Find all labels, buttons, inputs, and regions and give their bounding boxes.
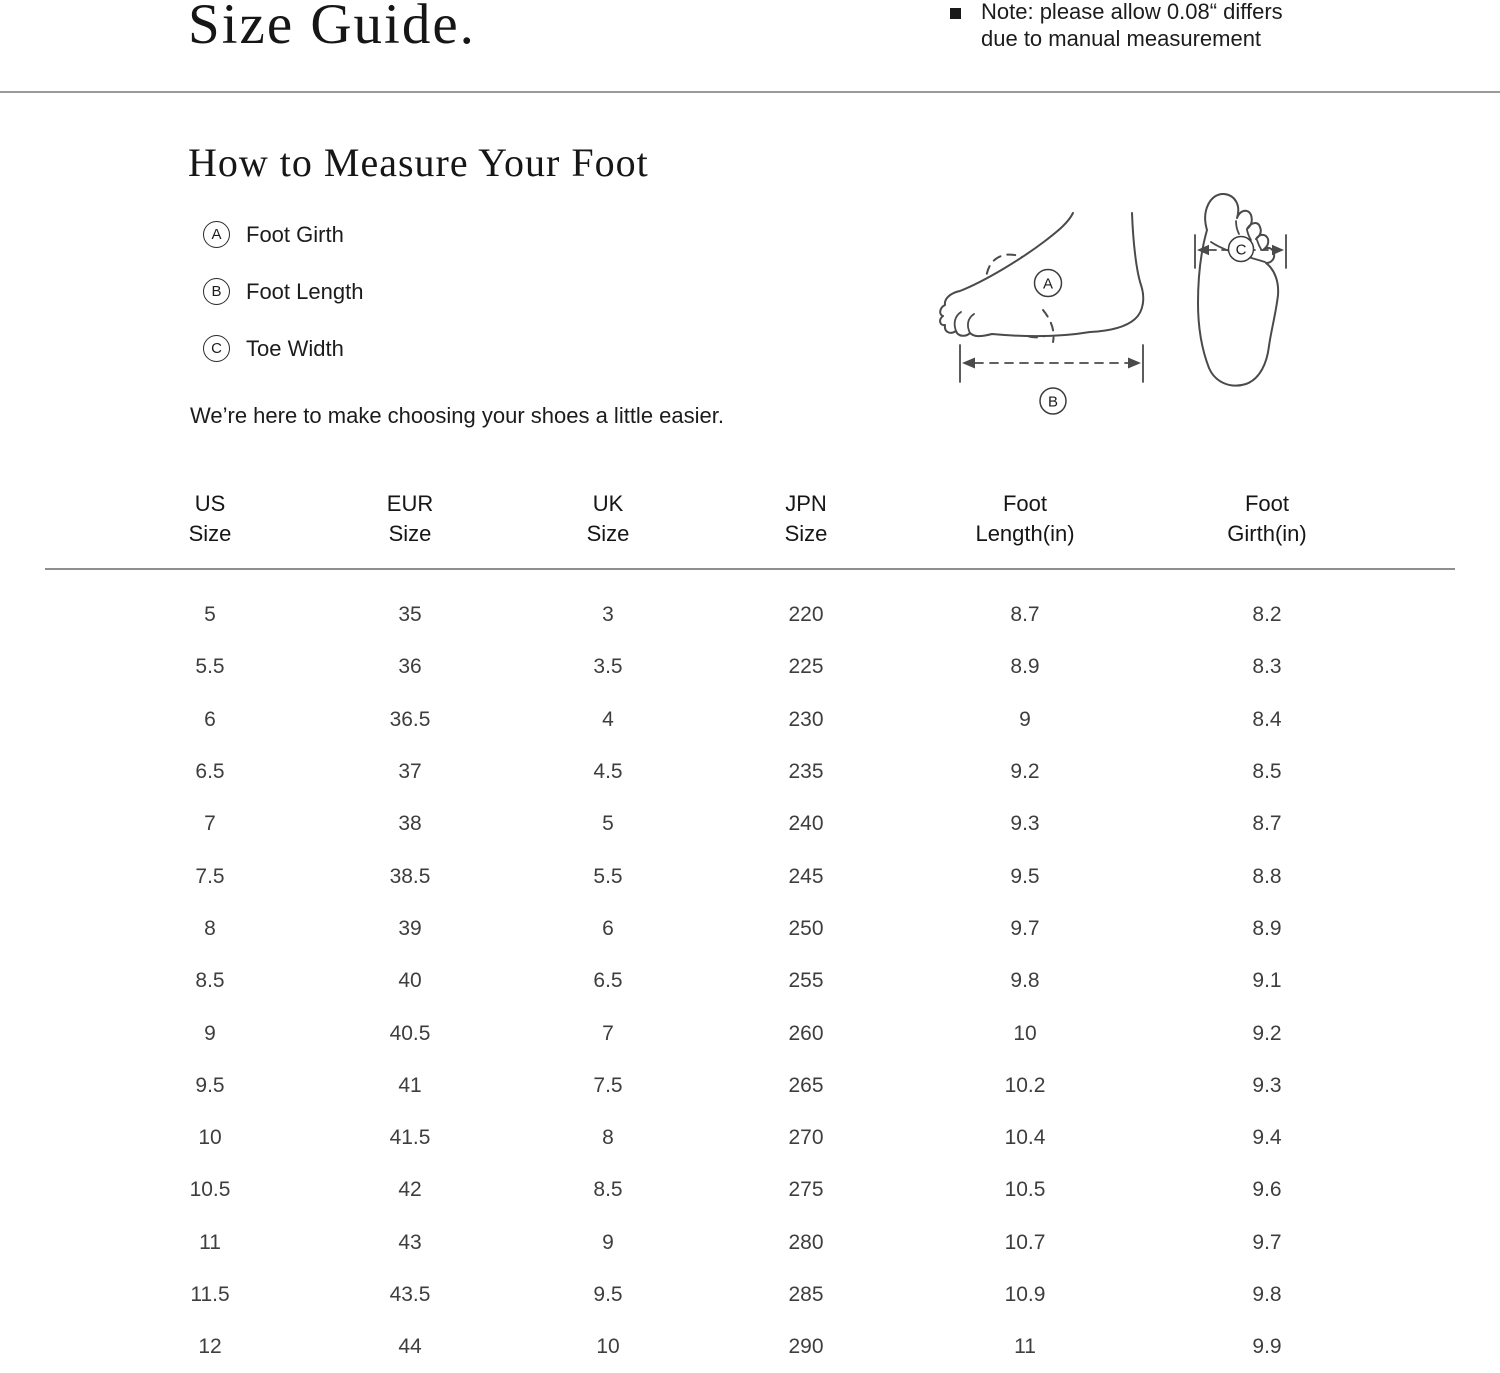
table-cell: 43.5: [389, 1283, 431, 1306]
table-cell: 3.5: [593, 655, 623, 679]
table-cell: 8.5: [1252, 760, 1282, 784]
table-cell: 6: [204, 707, 216, 731]
table-cell: 6.5: [593, 969, 623, 993]
column-header-line: EUR: [386, 491, 434, 516]
column-header-line: US: [194, 491, 226, 516]
table-cell: 275: [788, 1178, 824, 1202]
column-header-line: UK: [592, 491, 624, 516]
table-cell: 280: [788, 1230, 824, 1254]
table-cell: 8.7: [1010, 603, 1040, 627]
tagline: We’re here to make choosing your shoes a little easier.: [190, 403, 724, 428]
table-cell: 9.3: [1010, 812, 1040, 836]
table-cell: 5: [204, 603, 216, 627]
note-line: Note: please allow 0.08“ differs: [981, 0, 1283, 24]
table-cell: 9.6: [1252, 1178, 1282, 1202]
table-cell: 245: [788, 864, 824, 888]
table-cell: 44: [398, 1335, 422, 1359]
table-cell: 8.8: [1252, 864, 1282, 888]
table-body: [45, 570, 1455, 1373]
table-cell: 42: [398, 1178, 422, 1202]
table-cell: 10: [596, 1335, 620, 1359]
column-header: [1129, 489, 1405, 549]
table-row: [45, 1164, 1455, 1216]
table-cell: 9.5: [195, 1073, 225, 1097]
circled-letter-icon: A: [203, 221, 230, 248]
foot-length-measure: [960, 345, 1143, 414]
table-cell: 4.5: [593, 760, 623, 784]
table-cell: 9: [1019, 707, 1031, 731]
table-cell: 9.3: [1252, 1073, 1282, 1097]
table-row: [45, 850, 1455, 902]
table-cell: 11.5: [190, 1283, 230, 1306]
table-cell: 285: [788, 1283, 824, 1306]
table-row: [45, 903, 1455, 955]
table-cell: 9: [602, 1230, 614, 1254]
table-row: [45, 589, 1455, 641]
table-cell: 5: [602, 812, 614, 836]
header-divider: [0, 91, 1500, 93]
table-cell: 40.5: [389, 1021, 431, 1045]
table-cell: 12: [198, 1335, 222, 1359]
footprint-icon: [1198, 194, 1278, 386]
table-cell: 8.9: [1252, 916, 1282, 940]
table-cell: 225: [788, 655, 824, 679]
table-cell: 8: [204, 916, 216, 940]
table-cell: 10.7: [1004, 1230, 1046, 1254]
table-cell: 41.5: [389, 1126, 431, 1150]
table-cell: 240: [788, 812, 824, 836]
table-cell: 38.5: [389, 864, 431, 888]
table-cell: 10: [1013, 1021, 1037, 1045]
diagram-label-a: A: [1042, 275, 1054, 293]
column-header: [295, 489, 525, 549]
table-cell: 6: [602, 916, 614, 940]
table-cell: 8.4: [1252, 707, 1282, 731]
table-cell: 270: [788, 1126, 824, 1150]
table-cell: 9: [204, 1021, 216, 1045]
table-cell: 9.2: [1010, 760, 1040, 784]
table-cell: 5.5: [593, 864, 623, 888]
table-cell: 11: [199, 1230, 221, 1254]
measure-label: Toe Width: [246, 335, 344, 361]
table-row: [45, 1321, 1455, 1373]
table-header-row: [45, 489, 1455, 570]
column-header: [691, 489, 921, 549]
table-cell: 9.9: [1252, 1335, 1282, 1359]
table-cell: 8.5: [593, 1178, 623, 1202]
table-cell: 38: [398, 812, 422, 836]
table-cell: 250: [788, 916, 824, 940]
table-cell: 220: [788, 603, 824, 627]
table-cell: 4: [602, 707, 614, 731]
table-row: [45, 1269, 1455, 1321]
table-cell: 10.2: [1004, 1073, 1046, 1097]
table-cell: 9.8: [1252, 1283, 1282, 1306]
table-cell: 3: [602, 603, 614, 627]
measure-item: [203, 278, 363, 305]
measurement-note: [950, 0, 1283, 52]
measure-label: Foot Length: [246, 278, 364, 304]
table-cell: 36: [398, 655, 422, 679]
circled-letter-icon: C: [203, 335, 230, 362]
table-cell: 35: [398, 603, 422, 627]
column-header-line: JPN: [785, 491, 827, 516]
table-cell: 41: [398, 1073, 422, 1097]
table-cell: 5.5: [195, 655, 225, 679]
circled-letter-icon: B: [203, 278, 230, 305]
table-cell: 10: [198, 1126, 222, 1150]
table-cell: 9.5: [1010, 864, 1040, 888]
table-cell: 43: [398, 1230, 422, 1254]
table-row: [45, 955, 1455, 1007]
table-cell: 10.5: [189, 1178, 231, 1202]
table-cell: 7.5: [593, 1073, 623, 1097]
column-header-line: Foot: [1002, 491, 1048, 516]
table-cell: 9.2: [1252, 1021, 1282, 1045]
measure-list: [203, 221, 363, 392]
table-row: [45, 1060, 1455, 1112]
table-cell: 9.4: [1252, 1126, 1282, 1150]
column-header-line: Size: [188, 521, 232, 546]
foot-measurement-diagram: [930, 185, 1310, 425]
table-cell: 265: [788, 1073, 824, 1097]
table-cell: 290: [788, 1335, 824, 1359]
table-cell: 9.1: [1252, 969, 1282, 993]
table-row: [45, 1112, 1455, 1164]
table-cell: 7: [204, 812, 216, 836]
column-header-line: Size: [388, 521, 432, 546]
table-cell: 8.5: [195, 969, 225, 993]
note-line: due to manual measurement: [981, 26, 1262, 51]
table-cell: 260: [788, 1021, 824, 1045]
column-header-line: Length(in): [975, 521, 1075, 546]
column-header: [525, 489, 691, 549]
measure-label: Foot Girth: [246, 221, 344, 247]
diagram-label-b: B: [1047, 393, 1059, 411]
table-cell: 8: [602, 1126, 614, 1150]
size-conversion-table: [45, 489, 1455, 1373]
table-cell: 40: [398, 969, 422, 993]
table-cell: 11: [1014, 1335, 1036, 1359]
table-cell: 9.7: [1252, 1230, 1282, 1254]
table-cell: 6.5: [195, 760, 225, 784]
measure-item: [203, 335, 363, 362]
table-cell: 9.5: [593, 1283, 623, 1306]
note-text: [981, 0, 1283, 52]
section-heading: How to Measure Your Foot: [188, 140, 649, 185]
table-cell: 37: [398, 760, 422, 784]
table-row: [45, 694, 1455, 746]
table-cell: 230: [788, 707, 824, 731]
table-cell: 10.5: [1004, 1178, 1046, 1202]
table-cell: 9.8: [1010, 969, 1040, 993]
table-cell: 255: [788, 969, 824, 993]
table-row: [45, 1007, 1455, 1059]
table-cell: 8.9: [1010, 655, 1040, 679]
column-header-line: Size: [784, 521, 828, 546]
diagram-label-c: C: [1235, 241, 1247, 259]
foot-side-view-icon: [940, 213, 1143, 351]
measure-item: [203, 221, 363, 248]
table-row: [45, 746, 1455, 798]
table-cell: 8.7: [1252, 812, 1282, 836]
column-header-line: Size: [586, 521, 630, 546]
column-header: [125, 489, 295, 549]
table-cell: 7.5: [195, 864, 225, 888]
table-cell: 7: [602, 1021, 614, 1045]
column-header-line: Foot: [1244, 491, 1290, 516]
table-cell: 36.5: [389, 707, 431, 731]
table-cell: 235: [788, 760, 824, 784]
table-cell: 8.3: [1252, 655, 1282, 679]
table-cell: 9.7: [1010, 916, 1040, 940]
table-row: [45, 798, 1455, 850]
table-cell: 8.2: [1252, 603, 1282, 627]
page-title: Size Guide.: [188, 0, 476, 56]
table-row: [45, 1217, 1455, 1269]
table-cell: 39: [398, 916, 422, 940]
column-header-line: Girth(in): [1227, 521, 1307, 546]
square-bullet-icon: [950, 8, 961, 19]
table-row: [45, 641, 1455, 693]
table-cell: 10.4: [1004, 1126, 1046, 1150]
table-cell: 10.9: [1004, 1283, 1046, 1306]
column-header: [921, 489, 1129, 549]
